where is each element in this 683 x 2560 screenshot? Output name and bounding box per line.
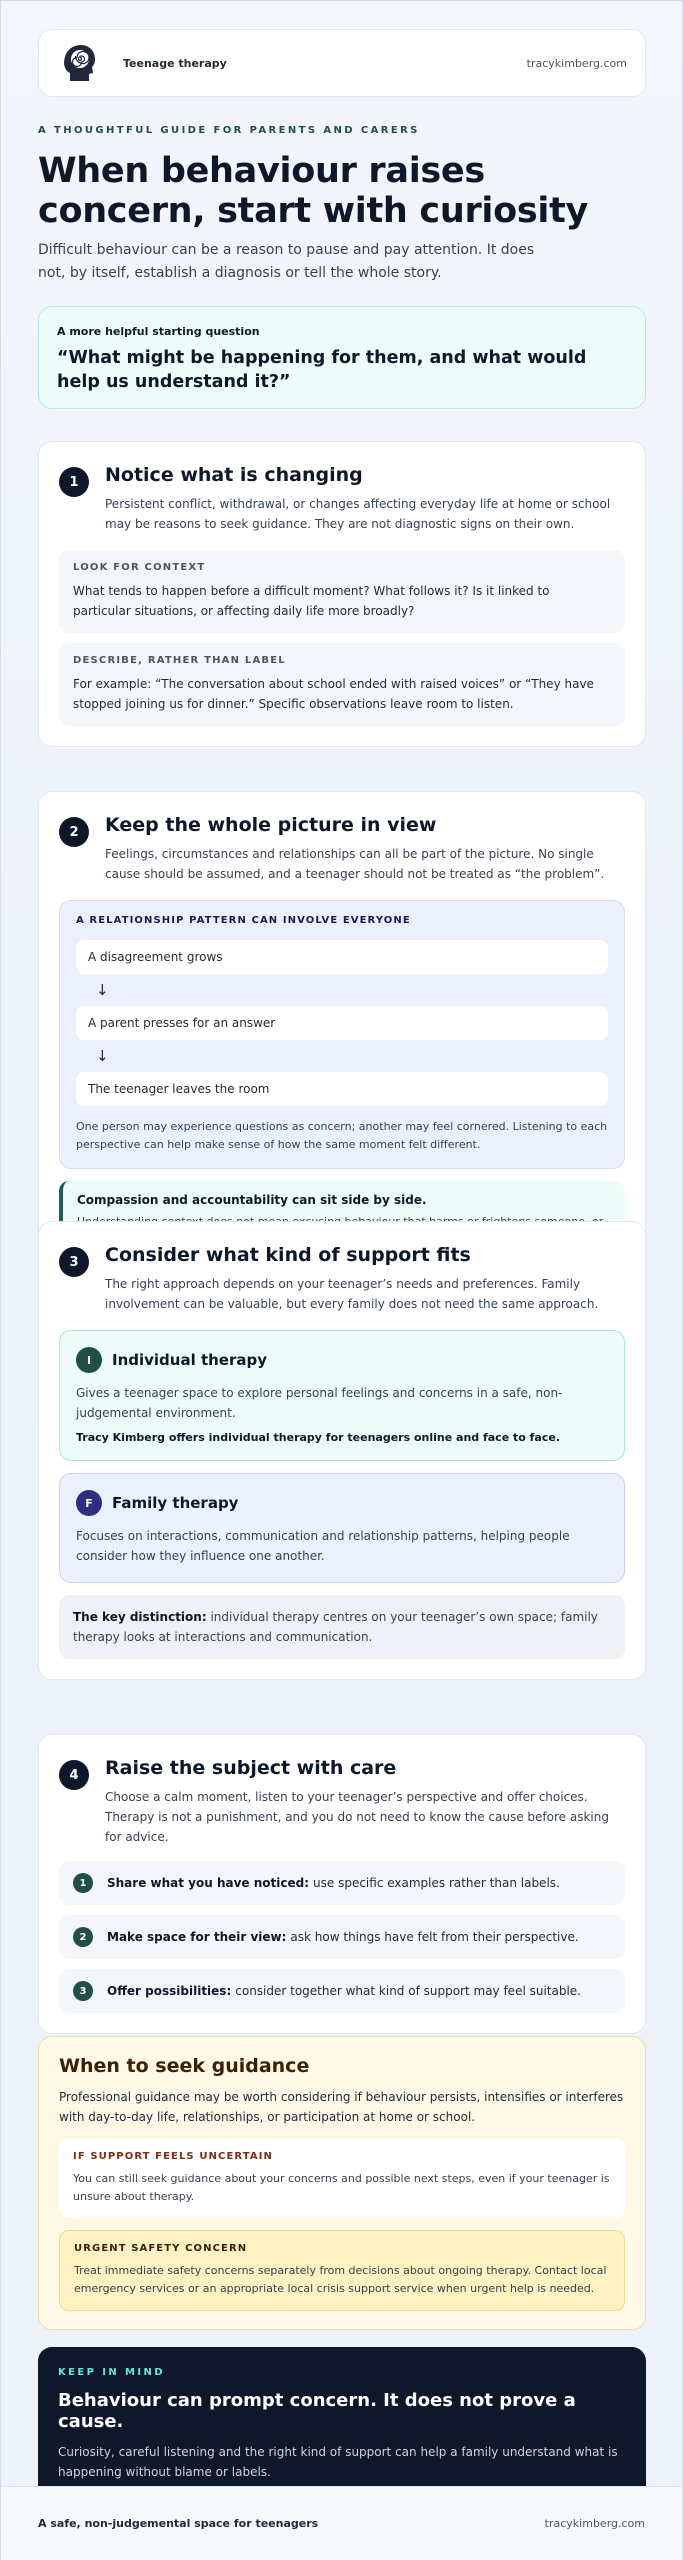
list-item	[59, 1969, 625, 2013]
pattern-step: A parent presses for an answer	[76, 1006, 608, 1040]
step-description: Feelings, circumstances and relationships can all be part of the picture. No single cause should be assumed, and a teenager should not be treated as “the problem”.	[105, 847, 605, 881]
keep-label: KEEP IN MIND	[58, 2367, 165, 2378]
box-label: IF SUPPORT FEELS UNCERTAIN	[73, 2151, 274, 2162]
keep-title: Behaviour can prompt concern. It does not prove a cause.	[58, 2390, 576, 2432]
lede: Difficult behaviour can be a reason to pause and pay attention. It does not, by itself, establish a diagnosis or tell the whole story.	[38, 242, 535, 281]
item-text: consider together what kind of support may feel suitable.	[235, 1984, 581, 1998]
site-footer	[1, 2486, 682, 2560]
step-card-4	[38, 1734, 646, 2034]
arrow-down-icon: ↓	[96, 1047, 109, 1065]
guidance-text: Professional guidance may be worth considering if behaviour persists, intensifies or interferes with day-to-day life, relationships, or participation at home or school.	[59, 2090, 624, 2124]
box-label: URGENT SAFETY CONCERN	[74, 2243, 248, 2254]
question-callout	[38, 306, 646, 409]
key-distinction	[59, 1595, 625, 1659]
family-badge: F	[76, 1490, 102, 1516]
distinction-lead: The key distinction:	[73, 1610, 207, 1624]
step-card-3	[38, 1221, 646, 1680]
callout-quote: “What might be happening for them, and what would help us understand it?”	[57, 348, 587, 392]
head-spiral-icon	[61, 43, 97, 83]
therapy-text: Focuses on interactions, communication and relationship patterns, helping people consider how they influence one another.	[76, 1529, 570, 1563]
context-box	[59, 550, 625, 633]
item-lead: Offer possibilities:	[107, 1984, 232, 1998]
step-number: 1	[59, 467, 89, 497]
keep-text: Curiosity, careful listening and the right kind of support can help a family understand what is happening without blame or labels.	[58, 2445, 618, 2479]
item-number: 3	[73, 1981, 93, 2001]
page-title: When behaviour raises concern, start with curiosity	[38, 151, 589, 231]
box-label: LOOK FOR CONTEXT	[73, 562, 206, 573]
step-number: 3	[59, 1247, 89, 1277]
list-item	[59, 1915, 625, 1959]
relationship-pattern	[59, 900, 625, 1169]
list-item	[59, 1861, 625, 1905]
item-number: 1	[73, 1873, 93, 1893]
keep-in-mind-card	[38, 2347, 646, 2502]
step-description: The right approach depends on your teenager’s needs and preferences. Family involvement can be valuable, but every family does not need the same approach.	[105, 1277, 599, 1311]
therapy-text: Gives a teenager space to explore personal feelings and concerns in a safe, non-judgemental environment.	[76, 1386, 563, 1420]
pattern-step: The teenager leaves the room	[76, 1072, 608, 1106]
pattern-step: A disagreement grows	[76, 940, 608, 974]
distinction-text: individual therapy centres on your teenager’s own space; family therapy looks at interactions and communication.	[73, 1610, 598, 1644]
guidance-title: When to seek guidance	[59, 2055, 310, 2077]
individual-badge: I	[76, 1347, 102, 1373]
item-lead: Share what you have noticed:	[107, 1876, 310, 1890]
individual-therapy-card	[59, 1330, 625, 1461]
guidance-card	[38, 2036, 646, 2330]
therapy-title: Individual therapy	[112, 1351, 268, 1369]
callout-title: Compassion and accountability can sit side by side.	[77, 1193, 427, 1207]
brand-name[interactable]: Teenage therapy	[123, 56, 227, 70]
describe-box	[59, 643, 625, 726]
step-title: Raise the subject with care	[105, 1757, 397, 1779]
footer-link[interactable]: tracykimberg.com	[544, 2517, 645, 2530]
site-link[interactable]: tracykimberg.com	[526, 56, 627, 70]
step-number: 2	[59, 817, 89, 847]
step-number: 4	[59, 1760, 89, 1790]
step-title: Keep the whole picture in view	[105, 814, 437, 836]
step-card-1	[38, 441, 646, 747]
eyebrow: A THOUGHTFUL GUIDE FOR PARENTS AND CARERS	[38, 125, 420, 136]
urgent-safety-box	[59, 2230, 625, 2311]
box-text: For example: “The conversation about school ended with raised voices” or “They have stopped joining us for dinner.” Specific observations leave room to listen.	[73, 677, 594, 711]
arrow-down-icon: ↓	[96, 981, 109, 999]
step-title: Consider what kind of support fits	[105, 1244, 471, 1266]
step-title: Notice what is changing	[105, 464, 363, 486]
item-text: use specific examples rather than labels.	[313, 1876, 560, 1890]
box-text: You can still seek guidance about your concerns and possible next steps, even if your teenager is unsure about therapy.	[73, 2172, 610, 2203]
therapy-title: Family therapy	[112, 1494, 239, 1512]
callout-label: A more helpful starting question	[57, 325, 260, 338]
uncertain-box	[59, 2139, 625, 2218]
footer-tagline: A safe, non-judgemental space for teenagers	[38, 2517, 319, 2530]
pattern-label: A RELATIONSHIP PATTERN CAN INVOLVE EVERYONE	[76, 915, 411, 926]
box-text: What tends to happen before a difficult moment? What follows it? Is it linked to particular situations, or affecting daily life more broadly?	[73, 584, 550, 618]
step-description: Persistent conflict, withdrawal, or changes affecting everyday life at home or school may be reasons to seek guidance. They are not diagnostic signs on their own.	[105, 497, 611, 531]
step-description: Choose a calm moment, listen to your teenager’s perspective and offer choices. Therapy is not a punishment, and you do not need to know the cause before asking for advice.	[105, 1790, 609, 1844]
box-label: DESCRIBE, RATHER THAN LABEL	[73, 655, 286, 666]
family-therapy-card	[59, 1473, 625, 1583]
item-lead: Make space for their view:	[107, 1930, 287, 1944]
site-header	[38, 29, 646, 97]
therapy-note: Tracy Kimberg offers individual therapy for teenagers online and face to face.	[76, 1431, 561, 1444]
box-text: Treat immediate safety concerns separately from decisions about ongoing therapy. Contact local emergency services or an appropriate local crisis support service when urgent help is needed.	[74, 2264, 607, 2295]
item-number: 2	[73, 1927, 93, 1947]
pattern-note: One person may experience questions as concern; another may feel cornered. Listening to each perspective can help make sense of how the same moment felt different.	[76, 1120, 608, 1151]
item-text: ask how things have felt from their perspective.	[290, 1930, 579, 1944]
step-card-2	[38, 791, 646, 1282]
